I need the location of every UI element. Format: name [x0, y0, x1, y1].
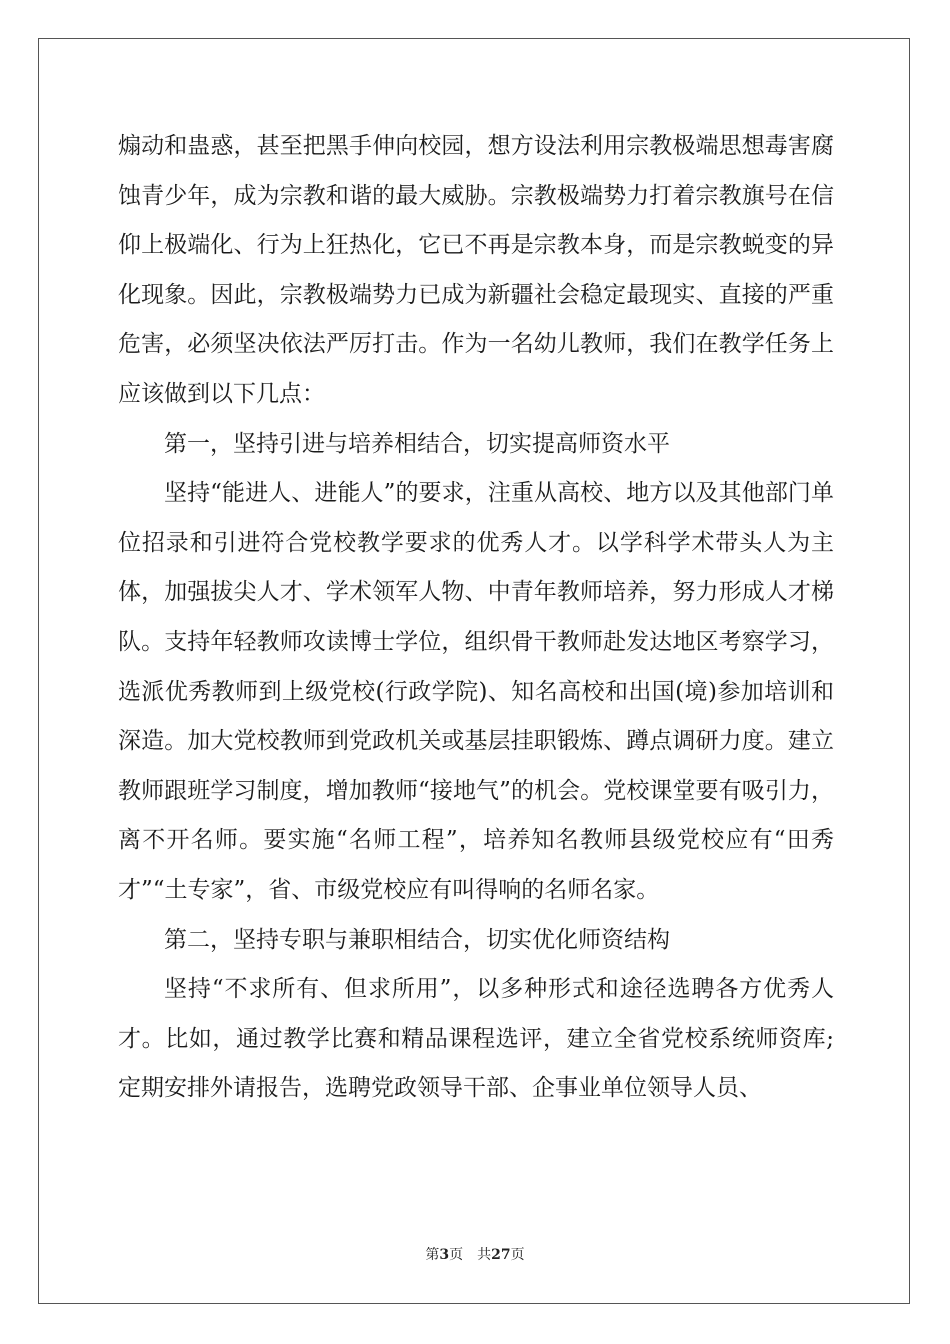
paragraph-heading-first: 第一，坚持引进与培养相结合，切实提高师资水平 [164, 430, 670, 457]
document-body [118, 122, 834, 1114]
total-suffix: 页 [510, 1247, 525, 1263]
paragraph-heading-second: 第二，坚持专职与兼职相结合，切实优化师资结构 [164, 926, 670, 953]
paragraph-3: 坚持“能进人、进能人”的要求，注重从高校、地方以及其他部门单位招录和引进符合党校教学要求的优秀人才。以学科学术带头人为主体，加强拔尖人才、学术领军人物、中青年教师培养，努力形成人才梯队。支持年轻教师攻读博士学位，组织骨干教师赴发达地区考察学习，选派优秀教师到上级党校(行政学院)、知名高校和出国(境)参加培训和深造。加大党校教师到党政机关或基层挂职锻炼、蹲点调研力度。建立教师跟班学习制度，增加教师“接地气”的机会。党校课堂要有吸引力，离不开名师。要实施“名师工程”，培养知名教师县级党校应有“田秀才”“土专家”，省、市级党校应有叫得响的名师名家。 [118, 480, 834, 903]
paragraph-5: 坚持“不求所有、但求所用”，以多种形式和途径选聘各方优秀人才。比如，通过教学比赛和精品课程选评，建立全省党校系统师资库;定期安排外请报告，选聘党政领导干部、企事业单位领导人员、 [118, 976, 834, 1102]
total-prefix: 共 [477, 1247, 492, 1263]
paragraph-1: 煽动和蛊惑，甚至把黑手伸向校园，想方设法利用宗教极端思想毒害腐蚀青少年，成为宗教和谐的最大威胁。宗教极端势力打着宗教旗号在信仰上极端化、行为上狂热化，它已不再是宗教本身，而是宗教蜕变的异化现象。因此，宗教极端势力已成为新疆社会稳定最现实、直接的严重危害，必须坚决依法严厉打击。作为一名幼儿教师，我们在教学任务上应该做到以下几点： [118, 133, 834, 407]
page-prefix: 第 [425, 1247, 440, 1263]
footer-separator [463, 1247, 477, 1263]
page-footer [0, 1244, 950, 1264]
current-page-number: 3 [439, 1247, 450, 1263]
total-pages-number: 27 [491, 1247, 511, 1263]
page-suffix: 页 [449, 1247, 464, 1263]
